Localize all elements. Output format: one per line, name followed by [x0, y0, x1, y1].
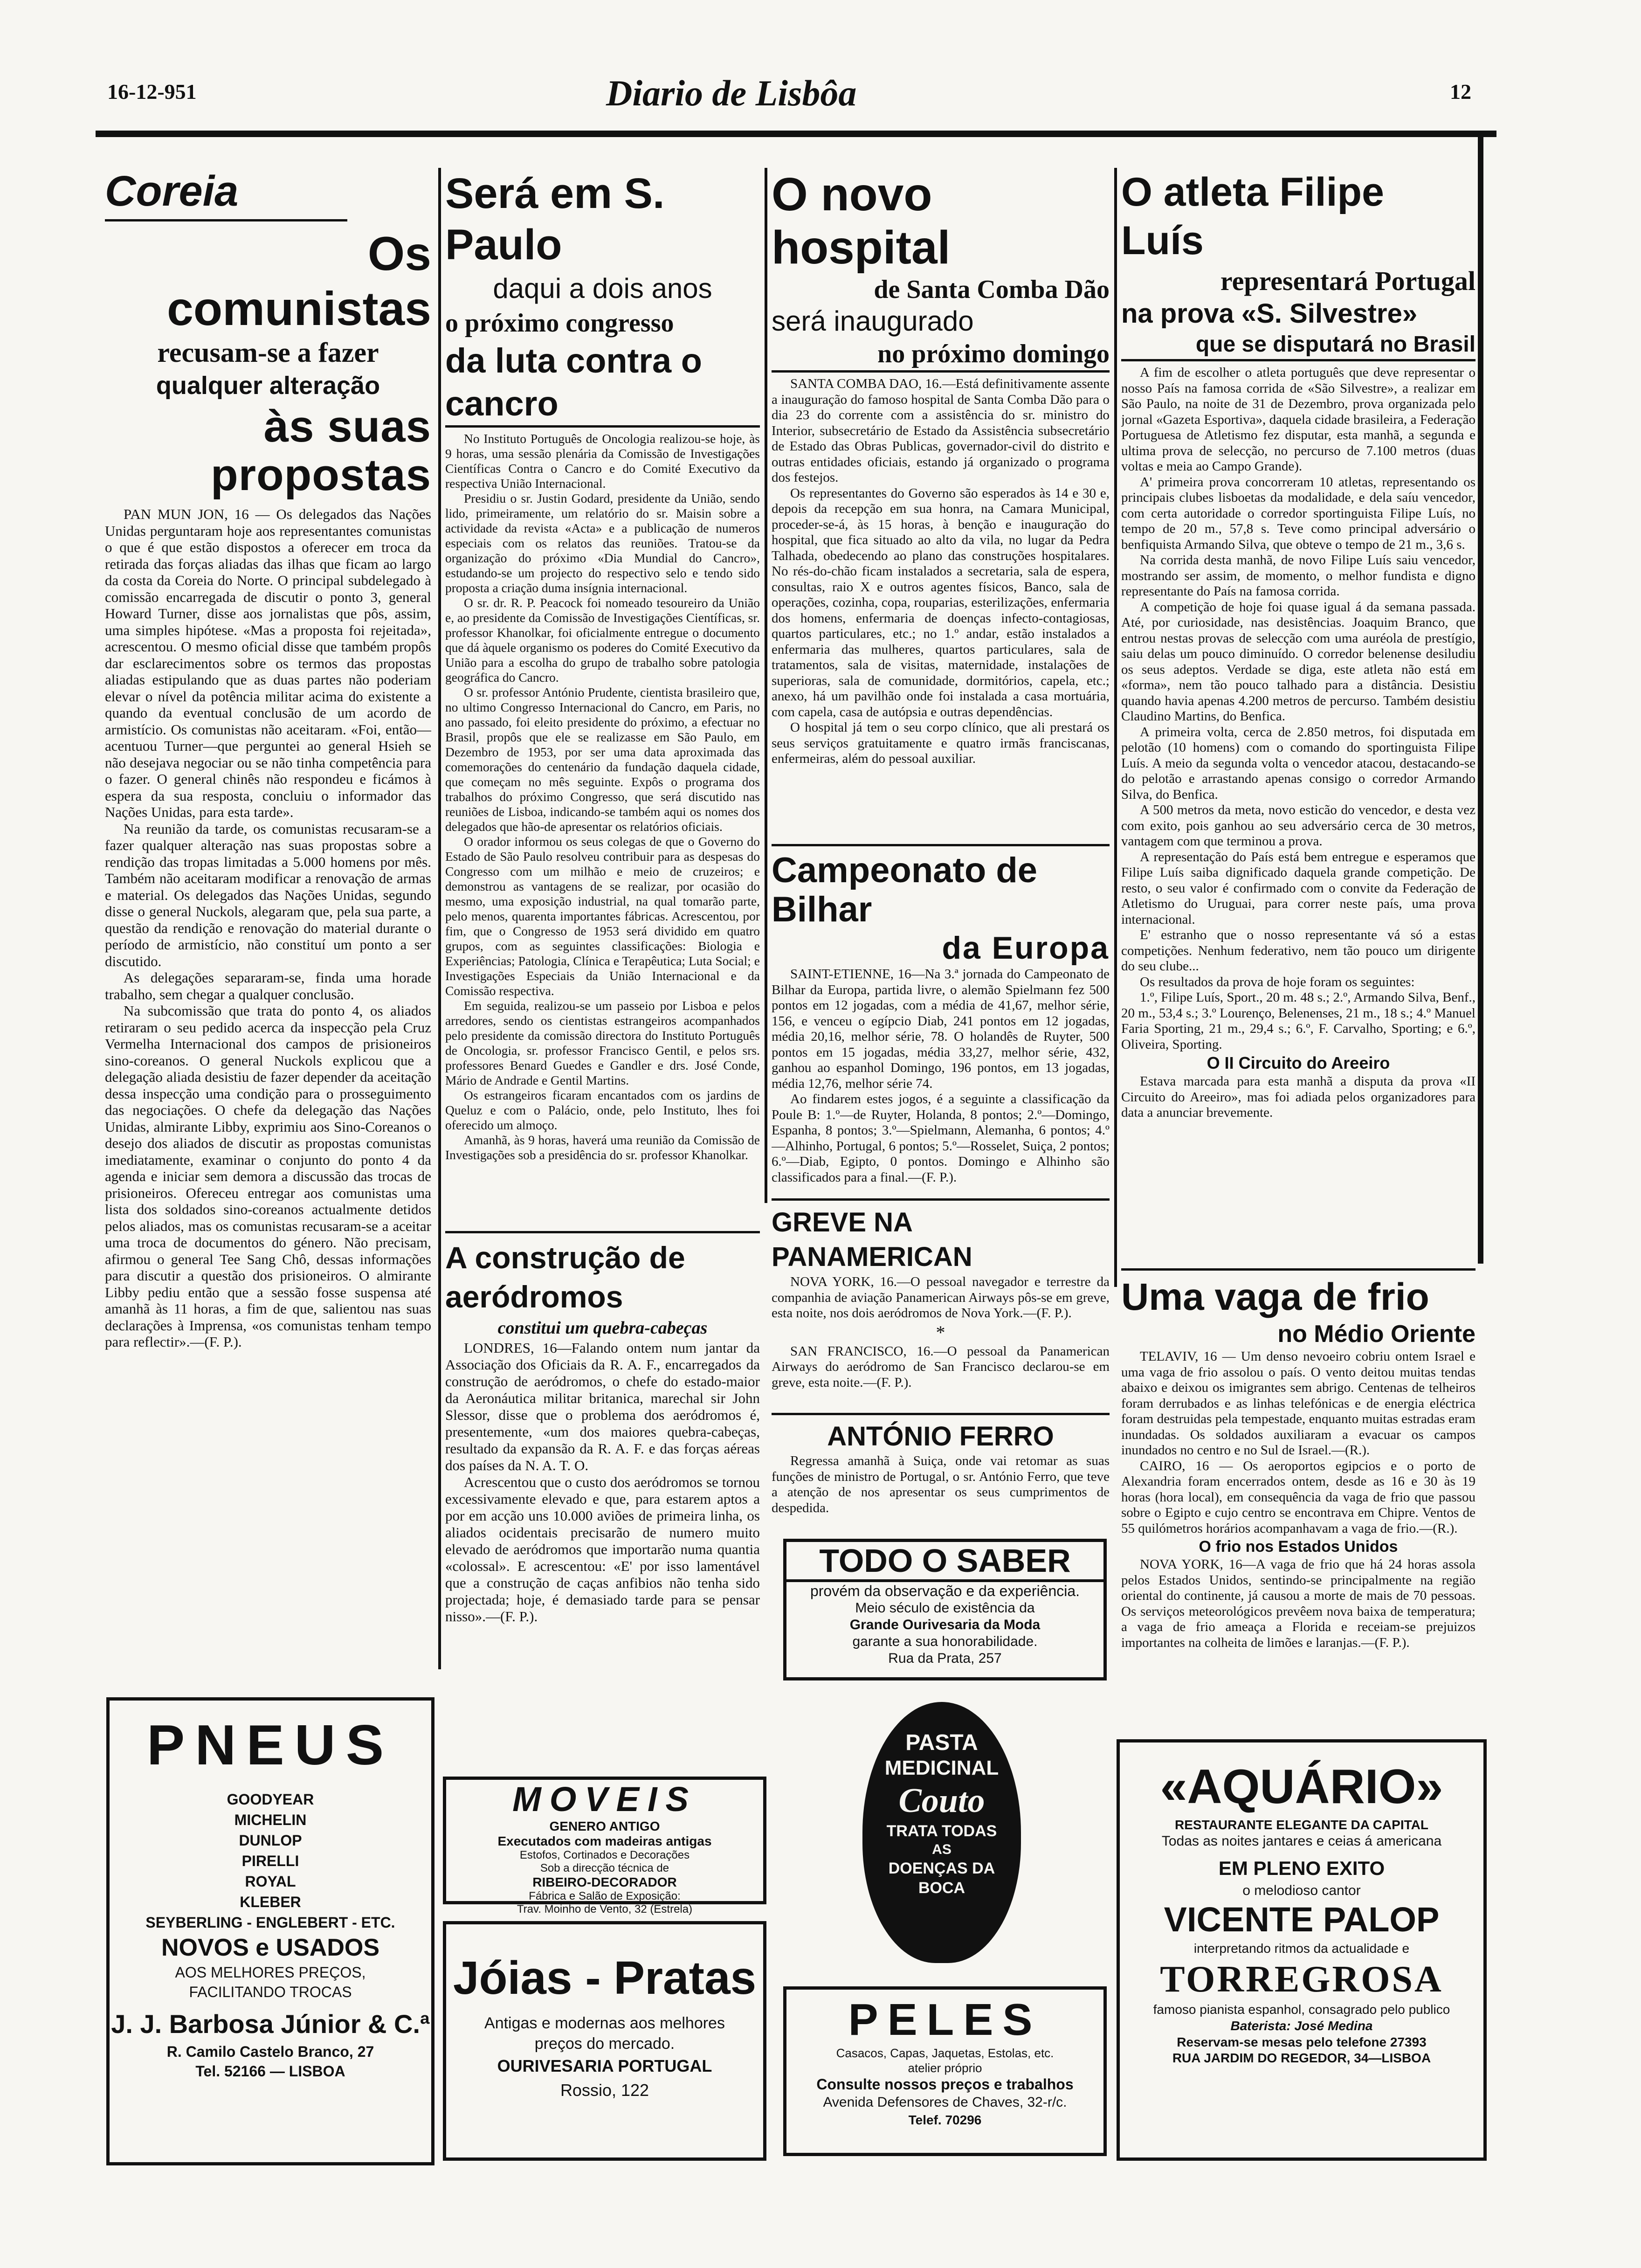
paragraph: PAN MUN JON, 16 — Os delegados das Nações Unidas perguntaram hoje aos representantes comunistas o que é que estão dispostos a oferecer em troca da retirada das forças aliadas das ilhas que ficam ao largo da costa da Coreia do Norte. O principal subdelegado à comissão encarregada de discutir o ponto 3, general Howard Turner, disse aos jornalistas que pôs, assim, uma simples hipótese. «Mas a proposta foi rejeitada», acrescentou. O mesmo oficial disse que também propôs dar esclarecimentos sobre os termos das propostas aliadas estipulando que as duas partes não poderiam elevar o nível da potência militar acima do existente a quando da eventual conclusão de um acordo de armistício. Os comunistas não aceitaram. «Foi, então—acentuou Turner—que perguntei ao general Hsieh se não desejava negociar ou se não tinha competência para o fazer. O general chinês não respondeu e ficámos à espera da sua resposta, concluiu o informador das Nações Unidas, para esta tarde».	[105, 506, 431, 820]
performer-name: TORREGROSA	[1160, 1959, 1443, 2000]
ad-line: Estofos, Cortinados e Decorações	[519, 1849, 690, 1861]
paragraph: Os resultados da prova de hoje foram os seguintes:	[1140, 974, 1415, 989]
ad-line: AOS MELHORES PREÇOS,	[175, 1964, 366, 1981]
paragraph: LONDRES, 16—Falando ontem num jantar da Associação dos Oficiais da R. A. F., encarregados da construção de aeródromos, o chefe do estado-maior da Aeronáutica militar britanica, marechal sir John Slessor, disse que o problema dos aeródromos é, presentemente, «um dos maiores quebra-cabeças, resultado da expansão da R. A. F. e das forças aéreas dos países da N. A. T. O.	[445, 1340, 760, 1473]
article-bilhar	[772, 844, 1110, 1250]
ad-line: MEDICINAL	[884, 1756, 999, 1779]
ad-title: TODO O SABER	[786, 1542, 1103, 1582]
paragraph: Os estrangeiros ficaram encantados com os jardins de Queluz e com o Palácio, onde, pelo Instituto, lhes foi oferecido um almoço.	[445, 1088, 760, 1132]
ad-line: Baterista: José Medina	[1230, 2019, 1373, 2033]
ad-aquario	[1117, 1739, 1487, 2161]
separator-star: *	[936, 1321, 945, 1343]
ad-title: MOVEIS	[512, 1780, 697, 1819]
ad-todo-o-saber	[783, 1539, 1107, 1680]
ad-line: EM PLENO EXITO	[1218, 1857, 1385, 1879]
ad-title: PNEUS	[146, 1713, 394, 1777]
paragraph: A' primeira prova concorreram 10 atletas, representando os principais clubes lisboetas da modalidade, e dela saíu vencedor, com certa autoridade o corredor sportinguista Filipe Luís, no tempo de 20 m., 57,8 s. Teve como principal adversário o benfiquista Armando Silva, que obteve o tempo de 21 m., 3,6 s.	[1121, 474, 1476, 552]
column-divider	[765, 168, 767, 1203]
article-body	[1121, 1349, 1476, 1651]
paragraph: Estava marcada para esta manhã a disputa da prova «II Circuito do Areeiro», mas foi adiada pelos organizadores para data a anunciar brevemente.	[1121, 1074, 1476, 1120]
article-congresso	[445, 168, 760, 1198]
headline: O novo hospital	[772, 168, 951, 274]
performer-name: VICENTE PALOP	[1164, 1900, 1440, 1939]
right-border	[1478, 135, 1483, 1264]
paragraph: Os representantes do Governo são esperados às 14 e 30 e, depois da recepção em sua honra, na Camara Municipal, proceder-se-á, às 15 horas, à benção e inauguração do hospital, que fica situado ao alto da vila, no lugar da Pedra Talhada, obedecendo ao plano das construções hospitalares. No rés-do-chão ficam instalados a secretaria, sala de espera, consultas, raio X e outros agentes físicos, Banco, sala de operações, cozinha, copa, rouparias, esterilizações, enfermaria dos homens, enfermaria de doenças infecto-contagiosas, quartos particulares, etc.; no 1.º andar, estão instalados a enfermaria das mulheres, quartos particulares, sala de tratamentos, sala de visitas, maternidade, instalações de superioras, sala de comunidade, dormitórios, capela, etc.; anexo, há um pavilhão onde foi instalada a casa mortuária, com capela, casa de autópsia e outras dependências.	[772, 485, 1110, 719]
ad-peles	[783, 1986, 1107, 2156]
ad-line: interpretando ritmos da actualidade e	[1193, 1941, 1410, 1956]
subheadline: constitui um quebra-cabeças	[497, 1318, 708, 1338]
ad-line: Rossio, 122	[560, 2081, 649, 2100]
article-body	[772, 967, 1110, 1185]
phone: Reservam-se mesas pelo telefone 27393	[1177, 2035, 1427, 2049]
subheadline: de Santa Comba Dão	[874, 275, 1110, 304]
headline: Será em S. Paulo	[445, 170, 665, 269]
ad-line: Consulte nossos preços e trabalhos	[816, 2076, 1074, 2093]
brand: SEYBERLING - ENGLEBERT - ETC.	[145, 1914, 395, 1931]
subheadline: daqui a dois anos	[493, 273, 712, 304]
kicker-rule	[105, 219, 347, 221]
brand: MICHELIN	[234, 1812, 307, 1828]
paragraph: A 500 metros da meta, novo esticão do vencedor, e desta vez com exito, pois ganhou ao seu adversário cerca de 30 metros, vantagem com que terminou a prova.	[1121, 802, 1476, 849]
section-rule	[772, 1413, 1110, 1415]
paragraph: Acrescentou que o custo dos aeródromos se tornou excessivamente elevado e que, para estarem aptos a por em acção uns 10.000 aviões de primeira linha, os aliados ocidentais precisarão de numero muito elevado de aeródromos que importarão numa quantia «colossal». E acrescentou: «E' por isso lamentável que a construção de caças anfibios não tenha sido projectada; hoje, é demasiado tarde para se pensar nisso».—(F. P.).	[445, 1474, 760, 1625]
ad-line: Trav. Moinho de Vento, 32 (Estrela)	[517, 1903, 693, 1915]
paragraph: Na subcomissão que trata do ponto 4, os aliados retiraram o seu pedido acerca da inspecção pela Cruz Vermelha Internacional dos campos de prisioneiros sino-coreanos. O general Nuckols explicou que a delegação aliada desistiu de fazer depender da aceitação dessa inspecção uma condição para o prosseguimento das negociações. O chefe da delegação das Nações Unidas, almirante Libby, exprimiu aos Sino-Coreanos o desejo dos aliados de discutir as propostas comunistas imediatamente, examinar o conjunto do ponto 4 da agenda e iniciar sem demora a discussão das trocas de prisioneiros. Ofereceu entregar aos comunistas uma lista dos soldados sino-coreanos actualmente detidos pelos aliados, mas os comunistas recusaram-se a aceitar uma troca de documentos do género. Não precisam, afirmou o general Tee Sang Chô, dessas informações para discutir a questão dos prisioneiros. O almirante Libby pediu então que a sessão fosse suspensa até amanhã às 11 horas, a fim de que, salientou nas suas declarações à Imprensa, «os comunistas tenham tempo para reflectir».—(F. P.).	[105, 1003, 431, 1350]
brand: ROYAL	[245, 1873, 296, 1890]
paragraph: No Instituto Português de Oncologia realizou-se hoje, às 9 horas, uma sessão plenária da Comissão de Investigações Científicas Contra o Cancro e do Comité Executivo da respectiva União Internacional.	[445, 431, 760, 491]
subsection-title: O II Circuito do Areeiro	[1207, 1053, 1390, 1072]
paragraph: O sr. dr. R. P. Peacock foi nomeado tesoureiro da União e, ao presidente da Comissão de Investigações Científicas, sr. professor Khanolkar, foi oficialmente entregue o documento que dá àquele organismo os poderes do Comité Executivo da União para a escolha do grupo de trabalho sobre patologia geográfica do Cancro.	[445, 595, 760, 685]
ad-line: Executados com madeiras antigas	[497, 1834, 712, 1848]
brand: PIRELLI	[241, 1853, 299, 1869]
brand: GOODYEAR	[227, 1791, 314, 1808]
paragraph: SANTA COMBA DAO, 16.—Está definitivamente assente a inauguração do famoso hospital de Santa Comba Dão para o dia 23 do corrente com a assistência do sr. ministro do Interior, subsecretário de Estado da Assistência subsecretário de Estado das Obras Publicas, governador-civil do distrito e outras entidades oficiais, estando já organizado o programa dos festejos.	[772, 376, 1110, 485]
ad-line: o melodioso cantor	[1242, 1883, 1361, 1898]
brand: DUNLOP	[239, 1832, 302, 1849]
subheadline: será inaugurado	[772, 305, 974, 337]
paragraph: Regressa amanhã à Suiça, onde vai retomar as suas funções de ministro de Portugal, o sr. António Ferro, que teve a atenção de nos apresentar os seus cumprimentos de despedida.	[772, 1453, 1110, 1515]
article-body	[445, 1340, 760, 1625]
ad-line: atelier próprio	[908, 2061, 982, 2075]
masthead-title: Diario de Lisbôa	[606, 73, 857, 113]
page-number: 12	[1450, 80, 1471, 104]
ad-line: RESTAURANTE ELEGANTE DA CAPITAL	[1175, 1818, 1428, 1832]
paragraph: NOVA YORK, 16.—O pessoal navegador e terrestre da companhia de aviação Panamerican Airways pôs-se em greve, esta noite, nos dois aeródromos de Nova York.—(F. P.).	[772, 1274, 1110, 1321]
issue-date: 16-12-951	[107, 80, 197, 104]
headline: às suas propostas	[210, 401, 431, 500]
subheadline: da Europa	[942, 930, 1110, 966]
paragraph: Amanhã, às 9 horas, haverá uma reunião da Comissão de Investigações sob a presidência do sr. professor Khanolkar.	[445, 1133, 760, 1162]
article-body	[772, 376, 1110, 767]
ad-pasta-medicinal	[862, 1702, 1021, 1963]
article-body	[445, 431, 760, 1162]
article-coreia	[105, 168, 431, 1688]
address: R. Camilo Castelo Branco, 27	[166, 2043, 374, 2060]
ad-moveis	[443, 1777, 766, 1915]
subheadline: o próximo congresso	[445, 309, 674, 338]
ad-line: Meio século de existência da	[855, 1600, 1035, 1616]
article-aerodromos	[445, 1231, 760, 1702]
section-rule	[772, 844, 1110, 846]
top-rule	[96, 131, 1496, 137]
address: Avenida Defensores de Chaves, 32-r/c.	[823, 2095, 1067, 2110]
section-rule	[445, 1231, 760, 1233]
paragraph: O sr. professor António Prudente, cientista brasileiro que, no ultimo Congresso Internacional do Cancro, em Paris, no ano passado, foi eleito presidente do próximo, a efectuar no Brasil, propôs que ele se realizasse em São Paulo, em Dezembro de 1953, por ser uma data aproximada das comemorações do centenário da fundação daquela cidade, que começam no mês seguinte. Expôs o programa dos trabalhos do próximo Congresso, que será discutido nas reuniões de Lisboa, indicando-se também aqui os nomes dos delegados que hão-de apresentar os relatórios oficiais.	[445, 685, 760, 834]
paragraph: Presidiu o sr. Justin Godard, presidente da União, sendo lido, primeiramente, um relatório do sr. Maisin sobre a actividade da revista «Acta» e a publicação de numeros especiais com os relatos das reuniões. Tratou-se da organização do próximo «Dia Mundial do Cancro», estudando-se um projecto do respectivo selo e tendo sido proposta a criação duma insígnia internacional.	[445, 491, 760, 595]
article-frio	[1121, 1268, 1476, 1735]
ad-line: famoso pianista espanhol, consagrado pelo publico	[1153, 2002, 1450, 2017]
ad-line: Sob a direcção técnica de	[540, 1862, 669, 1874]
company-name: J. J. Barbosa Júnior & C.ª	[111, 2009, 430, 2039]
ad-line: NOVOS e USADOS	[161, 1934, 380, 1961]
ad-joias	[443, 1921, 766, 2161]
subheadline: representará Portugal	[1220, 266, 1476, 296]
article-hospital	[772, 168, 1110, 839]
column-divider	[438, 168, 441, 1669]
headline: ANTÓNIO FERRO	[827, 1421, 1054, 1452]
subheadline: qualquer alteração	[156, 372, 380, 400]
paragraph: NOVA YORK, 16—A vaga de frio que há 24 horas assola pelos Estados Unidos, sentindo-se principalmente na região oriental do continente, já causou a morte de mais de 70 pessoas. Os serviços meteorológicos prevêem nova baixa de temperatura; a vaga de frio ameaça a Florida e receiam-se prejuizos importantes na colheita de limões e laranjas.—(F. P.).	[1121, 1557, 1476, 1650]
ad-line: GENERO ANTIGO	[549, 1819, 660, 1833]
paragraph: A primeira volta, cerca de 2.850 metros, foi disputada em pelotão (10 homens) com o comando do sportinguista Filipe Luís. A meio da segunda volta o vencedor atacou, destacando-se do pelotão e arrastando apenas consigo o corredor Armando Silva, do Benfica.	[1121, 724, 1476, 802]
ad-line: garante a sua honorabilidade.	[852, 1634, 1038, 1649]
paragraph: Em seguida, realizou-se um passeio por Lisboa e pelos arredores, sendo os cientistas estrangeiros acompanhados pelo presidente da comissão directora do Instituto Português de Oncologia, sr. professor Francisco Gentil, e pelos srs. professores Benard Guedes e Gandler e drs. José Conde, Mário de Andrade e Gentil Martins.	[445, 998, 760, 1087]
paragraph: CAIRO, 16 — Os aeroportos egipcios e o porto de Alexandria foram encerrados ontem, desde as 16 e 30 às 19 horas (hora local), em consequência da vaga de frio que passou sobre o Egipto e cujo centro se encontrava em Chipre. Ventos de 55 quilómetros horários acompanhavam a vaga de frio.—(R.).	[1121, 1458, 1476, 1536]
ad-title: «AQUÁRIO»	[1160, 1760, 1443, 1814]
article-atleta	[1121, 168, 1476, 1264]
subsection-title: O frio nos Estados Unidos	[1199, 1538, 1398, 1556]
paragraph: SAINT-ETIENNE, 16—Na 3.ª jornada do Campeonato de Bilhar da Europa, partida livre, o alemão Spielmann fez 500 pontos em 12 jogadas, com a média de 41,67, melhor série, 156, e venceu o egípcio Diab, 241 pontos em 12 jogadas, média 20,16, melhor série, 78. O holandês de Ruyter, 500 pontos em 15 jogadas, média 33,27, melhor série, 432, ganhou ao espanhol Domingo, 196 pontos, em 13 jogadas, média 12,76, melhor série 74.	[772, 967, 1110, 1091]
subheadline: que se disputará no Brasil	[1121, 330, 1476, 361]
ad-line: TRATA TODAS	[886, 1822, 997, 1840]
paragraph: Na corrida desta manhã, de novo Filipe Luís saiu vencedor, mostrando ser assim, de momento, o melhor fundista e digno representante do País na famosa corrida.	[1121, 553, 1476, 599]
subheadline: recusam-se a fazer	[157, 337, 379, 368]
section-rule	[1121, 1268, 1476, 1271]
ad-line: provém da observação e da experiência.	[810, 1583, 1080, 1599]
brand-name: Couto	[898, 1782, 985, 1820]
article-body	[772, 1453, 1110, 1516]
paragraph: O orador informou os seus colegas de que o Governo do Estado de São Paulo resolveu contribuir para as despesas do Congresso com um milhão e meio de cruzeiros; e demonstrou as vantagens de se realizar, por ocasião do mesmo, uma exposição industrial, na qual tomarão parte, pelo menos, quarenta importantes fábricas. Acrescentou, por fim, que o Congresso de 1953 será dividido em quatro grupos, com as seguintes classificações: Biologia e Experiências; Patologia, Clínica e Terapêutica; Luta Social; e Investigações Especiais da União Internacional e da Comissão respectiva.	[445, 834, 760, 998]
ad-line: Rua da Prata, 257	[888, 1651, 1002, 1666]
article-body	[105, 506, 431, 1350]
ad-line: Antigas e modernas aos melhores preços do mercado.	[484, 2014, 725, 2053]
paragraph: O hospital já tem o seu corpo clínico, que ali prestará os seus serviços gratuitamente e quatro irmãs franciscanas, enfermeiras, além do pessoal auxiliar.	[772, 720, 1110, 766]
headline: Campeonato de Bilhar	[772, 850, 1038, 929]
address: RUA JARDIM DO REGEDOR, 34—LISBOA	[1172, 2051, 1431, 2065]
paragraph: A representação do País está bem entregue e esperamos que Filipe Luís saiba dignificado daquela grande competição. De resto, o seu valor é confirmado com o convite da Federação de Atletismo do Uruguai, para correr neste país, uma prova internacional.	[1121, 849, 1476, 927]
ad-line: Fábrica e Salão de Exposição:	[529, 1890, 681, 1902]
ad-title: Jóias - Pratas	[453, 1952, 757, 2004]
ad-line: Grande Ourivesaria da Moda	[849, 1617, 1041, 1632]
ad-line: BOCA	[918, 1879, 965, 1897]
ad-line: PASTA	[905, 1730, 978, 1755]
ad-line: FACILITANDO TROCAS	[189, 1984, 352, 2000]
column-divider	[1114, 168, 1117, 1287]
ad-line: AS	[932, 1842, 952, 1857]
kicker: Coreia	[105, 168, 239, 215]
headline: GREVE NA PANAMERICAN	[772, 1207, 972, 1272]
article-body	[772, 1274, 1110, 1390]
phone: Telef. 70296	[908, 2113, 982, 2127]
paragraph: Na reunião da tarde, os comunistas recusaram-se a fazer qualquer alteração nas suas propostas sobre a rendição das tropas limitadas a 5.000 homens por mês. Também não aceitaram modificar a renovação de armas e material. Os delegados das Nações Unidas, segundo disse o general Nuckols, alegaram que, pela sua parte, a questão da rendição e renovação do material durante o período de armistício, não constituí um ponto a ser discutido.	[105, 820, 431, 969]
headline: Os comunistas	[167, 227, 431, 335]
paragraph: 1.º, Filipe Luís, Sport., 20 m. 48 s.; 2.º, Armando Silva, Benf., 20 m., 53,4 s.; 3.º Lourenço, Belenenses, 21 m., 18 s.; 4.º Manuel Faria Sporting, 21 m., 29,4 s.; 6.º, F. Carvalho, Sporting; e 6.º, Oliveira, Sporting.	[1121, 990, 1476, 1052]
paragraph: SAN FRANCISCO, 16.—O pessoal da Panamerican Airways do aeródromo de San Francisco declarou-se em greve, esta noite.—(F. P.).	[772, 1343, 1110, 1390]
headline: Uma vaga de frio	[1121, 1276, 1429, 1318]
headline: O atleta Filipe Luís	[1121, 170, 1384, 263]
ad-line: DOENÇAS DA	[888, 1860, 995, 1877]
phone: Tel. 52166 — LISBOA	[195, 2063, 345, 2080]
subheadline: no Médio Oriente	[1277, 1321, 1476, 1348]
paragraph: Ao findarem estes jogos, é a seguinte a classificação da Poule B: 1.º—de Ruyter, Holanda, 8 pontos; 2.º—Domingo, Espanha, 8 pontos; 3.º—Spielmann, Alemanha, 6 pontos; 4.º—Alhinho, Portugal, 6 pontos; 5.º—Rosselet, Suiça, 2 pontos; 6.º—Diab, Egipto, 0 pontos. Domingo e Alhinho são classificados para a final.—(F. P.).	[772, 1092, 1110, 1185]
subheadline: no próximo domingo	[772, 338, 1110, 373]
paragraph: TELAVIV, 16 — Um denso nevoeiro cobriu ontem Israel e uma vaga de frio assolou o país. O vento deitou muitas tendas abaixo e deixou os imigrantes sem abrigo. Centenas de telheiros foram derrubados e as linhas telefónicas e de energia eléctrica foram destruidas pela tempestade, enquanto muitas estradas eram inundadas. Os soldados auxiliaram a evacuar os campos inundados no centro e no Sul de Israel.—(R.).	[1121, 1349, 1476, 1458]
ad-line: Todas as noites jantares e ceias á americana	[1161, 1833, 1442, 1849]
section-rule	[772, 1198, 1110, 1201]
brand: KLEBER	[240, 1894, 301, 1910]
article-greve	[772, 1198, 1110, 1418]
article-body	[1121, 365, 1476, 1121]
ad-line: Casacos, Capas, Jaquetas, Estolas, etc.	[836, 2046, 1054, 2060]
ad-line: RIBEIRO-DECORADOR	[532, 1875, 677, 1889]
ad-line: OURIVESARIA PORTUGAL	[497, 2056, 712, 2075]
article-ferro	[772, 1413, 1110, 1543]
paragraph: E' estranho que o nosso representante vá só a estas competições. Nenhum federativo, nem tão pouco um dirigente do seu clube...	[1121, 927, 1476, 974]
headline: da luta contra o cancro	[445, 339, 760, 428]
ad-title: PELES	[848, 1995, 1042, 2045]
subheadline: na prova «S. Silvestre»	[1121, 298, 1418, 329]
ad-pneus	[106, 1697, 434, 2165]
paragraph: As delegações separaram-se, finda uma horade trabalho, sem chegar a qualquer conclusão.	[105, 969, 431, 1003]
paragraph: A fim de escolher o atleta português que deve representar o nosso País na famosa corrida de «São Silvestre», a realizar em São Paulo, na noite de 31 de Dezembro, prova organizada pelo jornal «Gazeta Esportiva», daquela cidade brasileira, a Federação Portuguesa de Atletismo fez disputar, esta manhã, a segunda e ultima prova de selecção, no percurso de 7.100 metros (duas voltas e meia ao Campo Grande).	[1121, 365, 1476, 474]
paragraph: A competição de hoje foi quase igual á da semana passada. Até, por curiosidade, nas desistências. Joaquim Branco, que entrou nestas provas de selecção com uma auréola de prestígio, saiu delas um pouco diminuído. O corredor belenense desiludiu os seus adeptos. Verdade se diga, este atleta não está em «forma», nem tão pouco talhado para a distância. Desistiu quando havia apenas 4.200 metros de percurso. Também desistiu Claudino Martins, do Benfica.	[1121, 599, 1476, 724]
headline: A construção de aeródromos	[445, 1240, 685, 1314]
